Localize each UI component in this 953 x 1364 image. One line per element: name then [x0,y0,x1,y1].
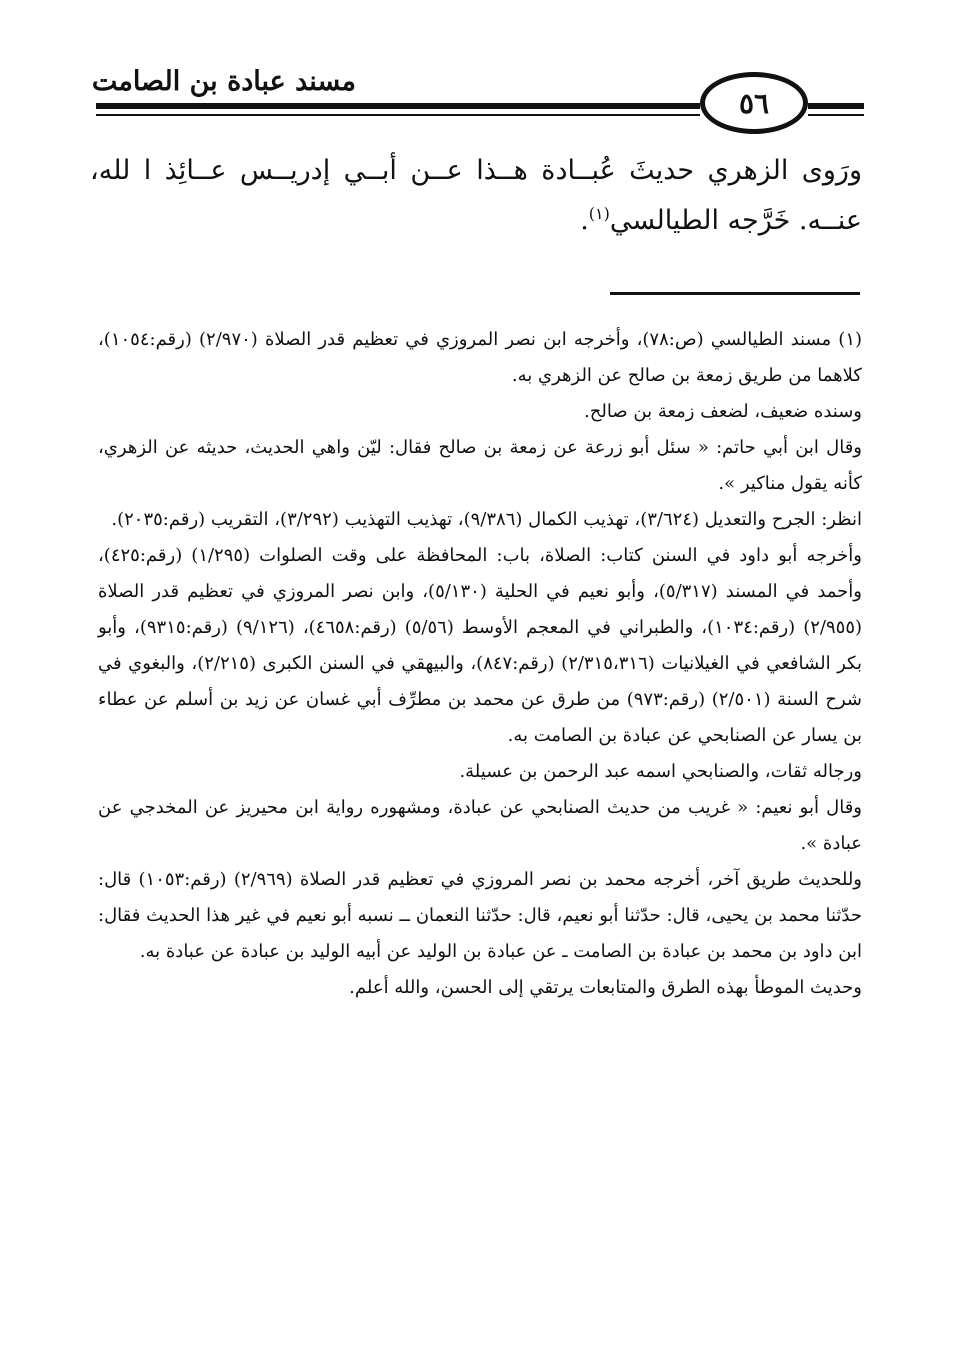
footnote-line: (١) مسند الطيالسي (ص:٧٨)، وأخرجه ابن نصر المروزي في تعظيم قدر الصلاة (٢/٩٧٠) (رقم:١٠٥٤)، كلاهما من طريق زمعة بن صالح عن الزهري به. [98,329,863,386]
footnote-line: وسنده ضعيف، لضعف زمعة بن صالح. [584,401,862,422]
header-rule-thick-right [808,103,864,109]
header-rule-thick-left [96,103,700,109]
page-number-oval [700,72,808,134]
footnotes [98,322,862,1006]
main-text [90,146,862,246]
footnote-line: وحديث الموطأ بهذه الطرق والمتابعات يرتقي إلى الحسن، والله أعلم. [349,977,862,998]
footnote-line: وقال ابن أبي حاتم: « سئل أبو زرعة عن زمعة بن صالح فقال: ليّن واهي الحديث، حديثه عن الزهري، كأنه يقول مناكير ». [98,437,862,494]
footnote-line: وقال أبو نعيم: « غريب من حديث الصنابحي عن عبادة، ومشهوره رواية ابن محيريز عن المخدجي عن عبادة ». [98,797,862,854]
footnote-marker: (١) [588,204,610,223]
footnote-line: ورجاله ثقات، والصنابحي اسمه عبد الرحمن بن عسيلة. [459,761,862,782]
footnote-separator [610,292,860,295]
header-rule-thin-right [808,114,864,116]
main-paragraph-text: ورَوى الزهري حديثَ عُبــادة هــذا عــن أبــي إدريــس عــائِذ ا لله، عنــه. خَرَّجه الطيالسي [90,155,862,236]
footnote-line: وأخرجه أبو داود في السنن كتاب: الصلاة، باب: المحافظة على وقت الصلوات (١/٢٩٥) (رقم:٤٢٥)، وأحمد في المسند (٥/٣١٧)، وأبو نعيم في الحلية (٥/١٣٠)، وابن نصر المروزي في تعظيم قدر الصلاة (٢/٩٥٥) (رقم:١٠٣٤)، والطبراني في المعجم الأوسط (٥/٥٦) (رقم:٤٦٥٨)، (٩/١٢٦) (رقم:٩٣١٥)، وأبو بكر الشافعي في الغيلانيات (٢/٣١٥،٣١٦) (رقم:٨٤٧)، والبيهقي في السنن الكبرى (٢/٢١٥)، والبغوي في شرح السنة (٢/٥٠١) (رقم:٩٧٣) من طرق عن محمد بن مطرِّف أبي غسان عن زيد بن أسلم عن عطاء بن يسار عن الصنابحي عن عبادة بن الصامت به. [98,545,863,746]
footnote-line: وللحديث طريق آخر، أخرجه محمد بن نصر المروزي في تعظيم قدر الصلاة (٢/٩٦٩) (رقم:١٠٥٣) قال: حدّثنا محمد بن يحيى، قال: حدّثنا أبو نعيم، قال: حدّثنا النعمان ــ نسبه أبو نعيم في غير هذا الحديث فقال: ابن داود بن محمد بن عبادة بن الصامت ـ عن عبادة بن الوليد عن أبيه الوليد بن عبادة عن عبادة به. [98,869,862,962]
page-number: ٥٦ [738,86,770,120]
main-paragraph-end: . [580,205,589,236]
running-title: مسند عبادة بن الصامت [91,66,356,97]
header-rule-thin-left [96,114,700,116]
main-paragraph [90,146,862,246]
footnote-line: انظر: الجرح والتعديل (٣/٦٢٤)، تهذيب الكمال (٩/٣٨٦)، تهذيب التهذيب (٣/٢٩٢)، التقريب (رقم:٢٠٣٥). [111,509,862,530]
